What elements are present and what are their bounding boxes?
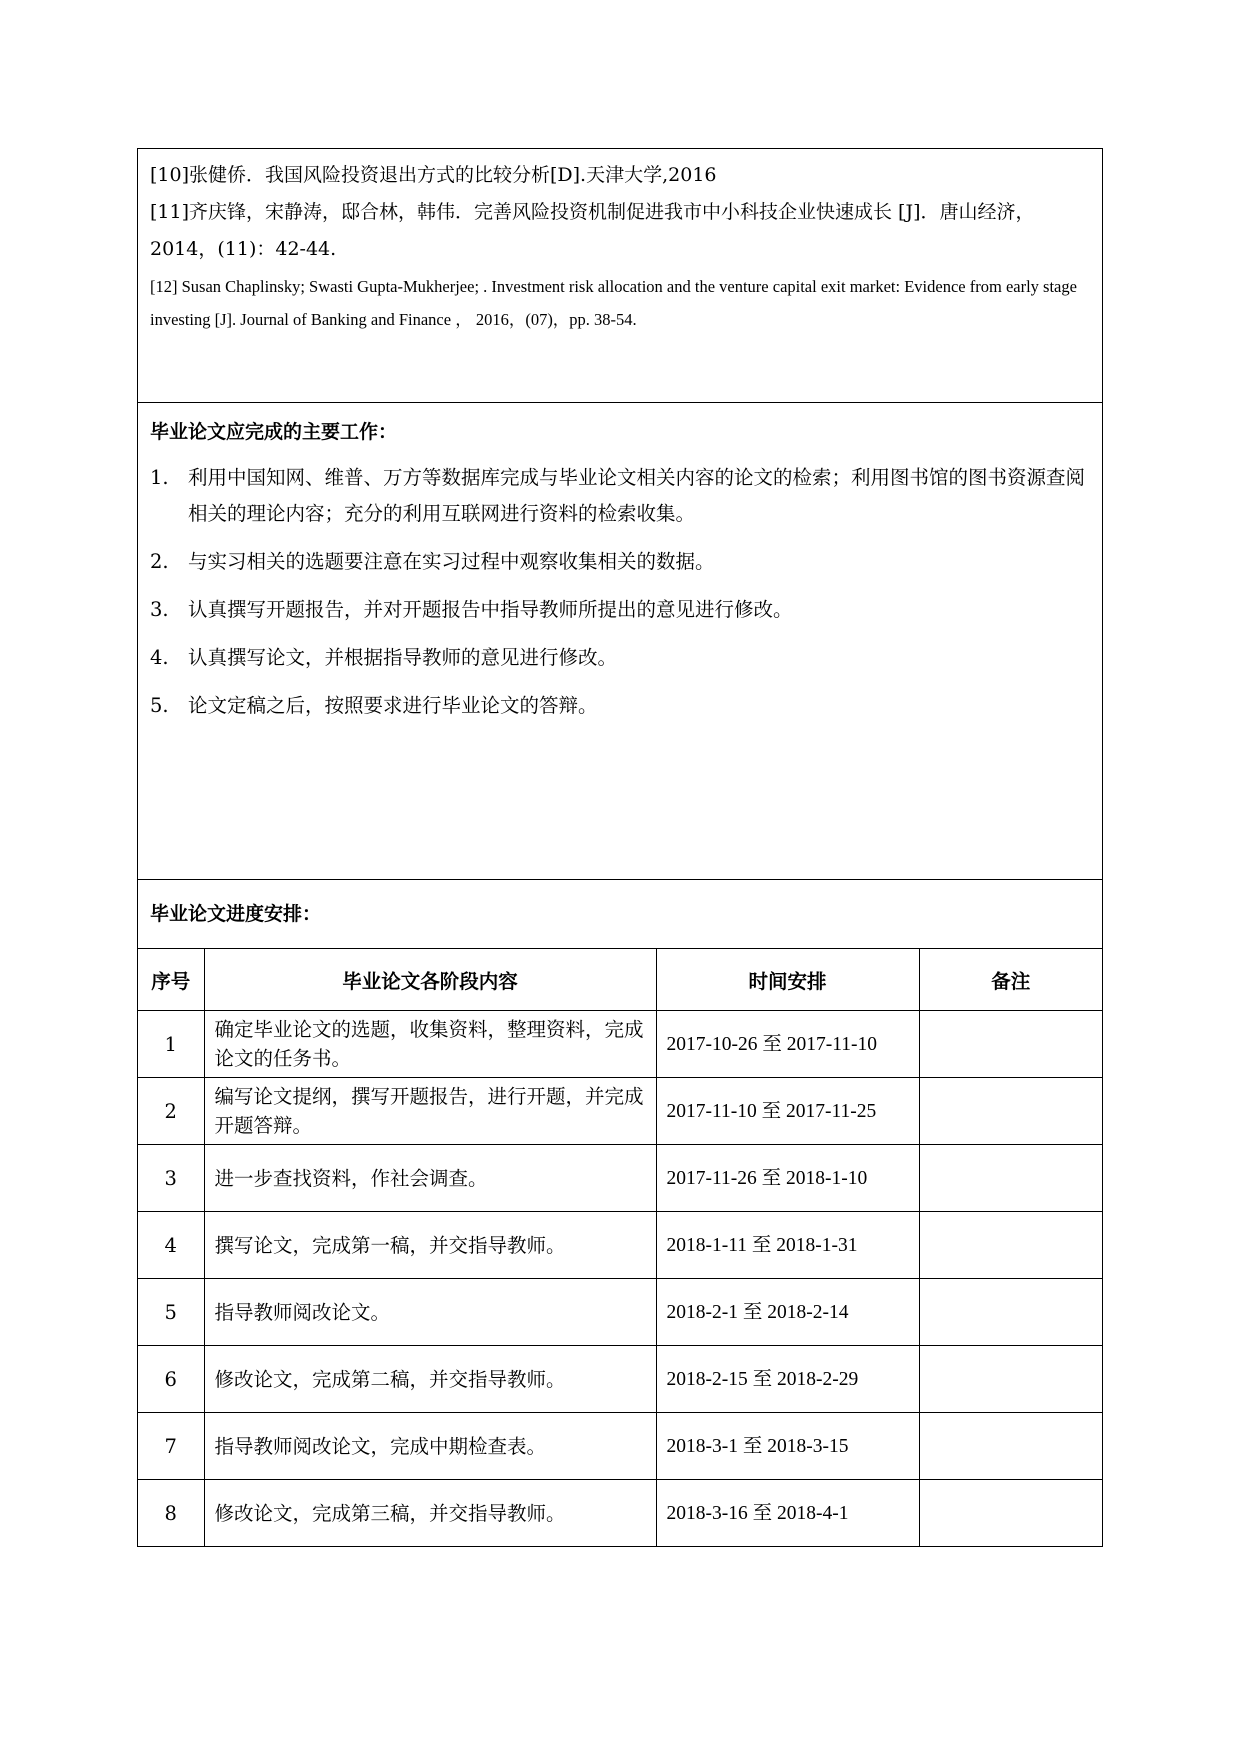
progress-heading: 毕业论文进度安排：: [150, 903, 322, 925]
schedule-table: [138, 949, 1102, 1546]
table-row: [138, 1480, 1102, 1547]
task-text: 论文定稿之后，按照要求进行毕业论文的答辩。: [188, 694, 598, 717]
table-row: [138, 1011, 1102, 1078]
row-note: [919, 1279, 1102, 1346]
task-list: [150, 460, 1092, 724]
row-time: 2017-11-10 至 2017-11-25: [656, 1078, 919, 1145]
table-row: [138, 1078, 1102, 1145]
column-header-content: 毕业论文各阶段内容: [204, 949, 656, 1011]
row-time: 2018-3-1 至 2018-3-15: [656, 1413, 919, 1480]
row-content: 指导教师阅改论文。: [204, 1279, 656, 1346]
row-number: 5: [138, 1279, 204, 1346]
column-header-time: 时间安排: [656, 949, 919, 1011]
row-content: 撰写论文，完成第一稿，并交指导教师。: [204, 1212, 656, 1279]
table-header-row: [138, 949, 1102, 1011]
row-number: 2: [138, 1078, 204, 1145]
row-note: [919, 1078, 1102, 1145]
table-row: [138, 1413, 1102, 1480]
task-number: 1.: [150, 466, 169, 489]
reference-10: [10]张健侨．我国风险投资退出方式的比较分析[D].天津大学,2016: [150, 164, 717, 186]
main-work-section: [138, 403, 1102, 880]
row-content: 编写论文提纲，撰写开题报告，进行开题，并完成开题答辩。: [204, 1078, 656, 1145]
task-item: [150, 544, 1092, 580]
row-time: 2018-2-1 至 2018-2-14: [656, 1279, 919, 1346]
table-row: [138, 1145, 1102, 1212]
row-time: 2018-3-16 至 2018-4-1: [656, 1480, 919, 1547]
row-note: [919, 1480, 1102, 1547]
task-text: 认真撰写论文，并根据指导教师的意见进行修改。: [188, 646, 618, 669]
table-row: [138, 1212, 1102, 1279]
row-number: 8: [138, 1480, 204, 1547]
row-content: 修改论文，完成第三稿，并交指导教师。: [204, 1480, 656, 1547]
row-note: [919, 1145, 1102, 1212]
table-row: [138, 1279, 1102, 1346]
row-number: 3: [138, 1145, 204, 1212]
reference-11: [11]齐庆锋，宋静涛，邸合林，韩伟．完善风险投资机制促进我市中小科技企业快速成长 [J]．唐山经济，2014，(11)：42-44.: [150, 201, 1035, 260]
column-header-note: 备注: [919, 949, 1102, 1011]
main-work-heading: 毕业论文应完成的主要工作：: [150, 421, 398, 443]
row-time: 2017-10-26 至 2017-11-10: [656, 1011, 919, 1078]
task-item: [150, 640, 1092, 676]
reference-12: [12] Susan Chaplinsky; Swasti Gupta-Mukherjee; . Investment risk allocation and the venture capital exit market: Evidence from early stage investing [J]. Journal of Banking and Finance ， 2016，(07)，pp. 38-54.: [150, 277, 1077, 329]
row-note: [919, 1346, 1102, 1413]
task-text: 与实习相关的选题要注意在实习过程中观察收集相关的数据。: [188, 550, 715, 573]
progress-section-header: [138, 880, 1102, 949]
row-number: 4: [138, 1212, 204, 1279]
task-item: [150, 592, 1092, 628]
row-time: 2018-2-15 至 2018-2-29: [656, 1346, 919, 1413]
task-number: 2.: [150, 550, 169, 573]
row-content: 修改论文，完成第二稿，并交指导教师。: [204, 1346, 656, 1413]
task-number: 5.: [150, 694, 169, 717]
row-number: 1: [138, 1011, 204, 1078]
task-item: [150, 460, 1092, 532]
row-content: 指导教师阅改论文，完成中期检查表。: [204, 1413, 656, 1480]
row-time: 2018-1-11 至 2018-1-31: [656, 1212, 919, 1279]
row-number: 7: [138, 1413, 204, 1480]
row-note: [919, 1413, 1102, 1480]
column-header-number: 序号: [138, 949, 204, 1011]
row-number: 6: [138, 1346, 204, 1413]
references-section: [138, 149, 1102, 403]
table-row: [138, 1346, 1102, 1413]
task-item: [150, 688, 1092, 724]
row-note: [919, 1212, 1102, 1279]
form-frame: [137, 148, 1103, 1547]
row-content: 进一步查找资料，作社会调查。: [204, 1145, 656, 1212]
task-text: 利用中国知网、维普、万方等数据库完成与毕业论文相关内容的论文的检索；利用图书馆的图书资源查阅相关的理论内容；充分的利用互联网进行资料的检索收集。: [188, 466, 1086, 525]
task-text: 认真撰写开题报告，并对开题报告中指导教师所提出的意见进行修改。: [188, 598, 793, 621]
row-note: [919, 1011, 1102, 1078]
row-time: 2017-11-26 至 2018-1-10: [656, 1145, 919, 1212]
task-number: 4.: [150, 646, 169, 669]
task-number: 3.: [150, 598, 169, 621]
row-content: 确定毕业论文的选题，收集资料，整理资料，完成论文的任务书。: [204, 1011, 656, 1078]
